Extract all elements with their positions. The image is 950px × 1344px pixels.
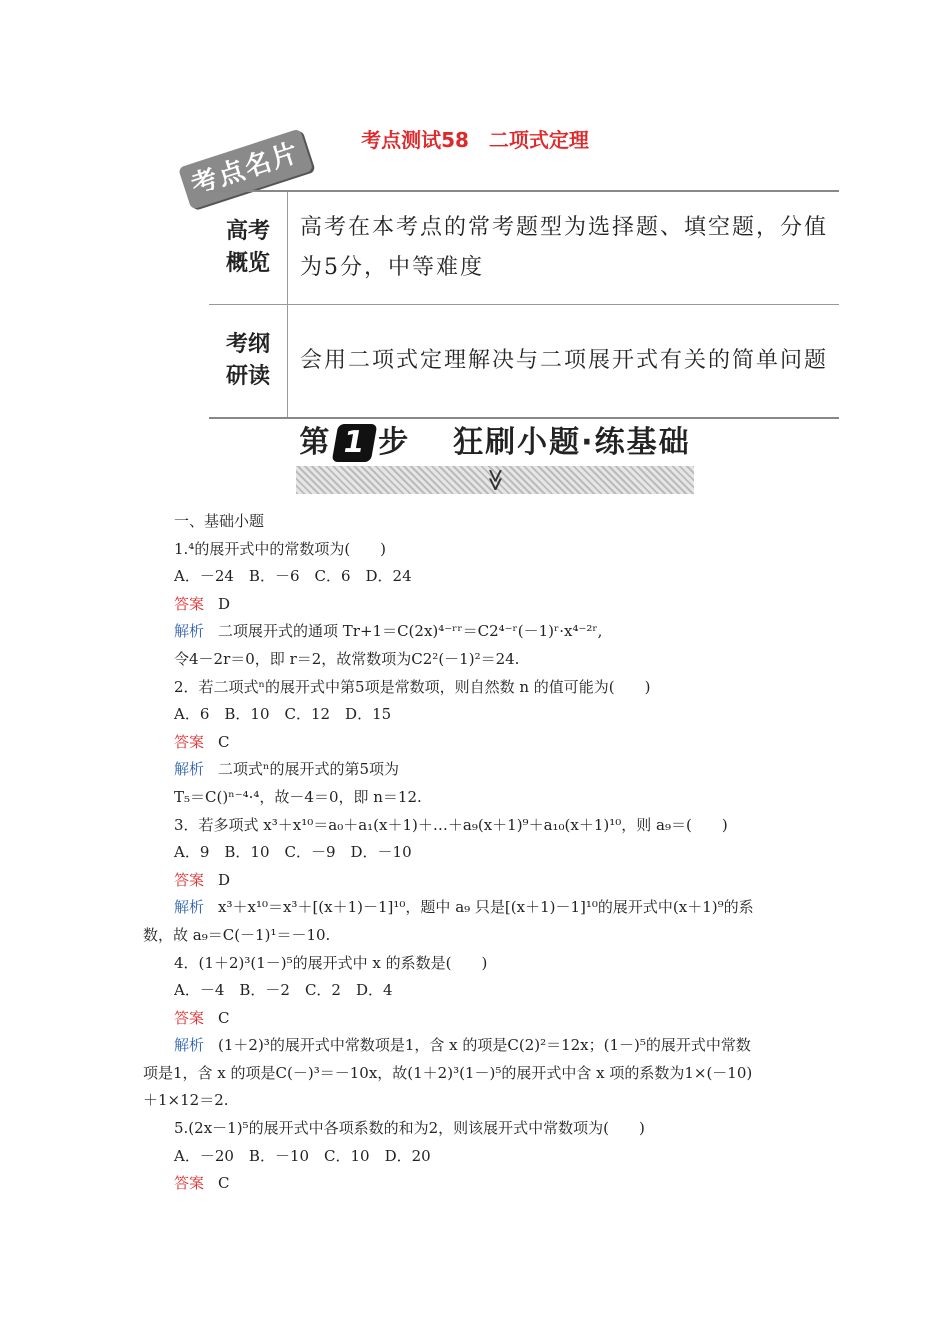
- answer-label: 答案: [174, 732, 205, 751]
- banner-bar: [296, 466, 694, 494]
- text-line: [143, 1005, 823, 1033]
- line-text: T₅＝C()ⁿ⁻⁴·⁴，故－4＝0，即 n＝12.: [174, 787, 422, 806]
- line-text: A．6 B．10 C．12 D．15: [174, 705, 392, 724]
- line-text: C: [218, 1174, 230, 1193]
- line-text: A．－20 B．－10 C．10 D．20: [174, 1146, 431, 1165]
- analysis-label: 解析: [174, 898, 205, 917]
- line-text: A．－24 B．－6 C．6 D．24: [174, 567, 412, 586]
- banner-post: 步: [378, 425, 411, 460]
- overview-head: 考纲 研读: [209, 305, 288, 419]
- text-line: [143, 756, 823, 784]
- line-text: x³＋x¹⁰＝x³＋[(x＋1)－1]¹⁰，题中 a₉ 只是[(x＋1)－1]¹⁰的展开式中(x＋1)⁹的系: [218, 898, 754, 917]
- line-text: C: [218, 1008, 230, 1027]
- line-text: 5.(2x－1)⁵的展开式中各项系数的和为2，则该展开式中常数项为( ): [174, 1119, 645, 1138]
- line-text: D: [218, 594, 231, 613]
- overview-row: [209, 305, 839, 419]
- line-text: 项是1，含 x 的项是C(－)³＝－10x，故(1＋2)³(1－)⁵的展开式中含 x 项的系数为1×(－10): [143, 1063, 753, 1082]
- line-text: 二项式ⁿ的展开式的第5项为: [218, 760, 400, 779]
- line-text: ＋1×12＝2.: [143, 1091, 229, 1110]
- text-line: [143, 839, 823, 867]
- title-prefix: 考点测试58: [361, 128, 469, 152]
- text-line: [143, 563, 823, 591]
- line-text: A．9 B．10 C．－9 D．－10: [174, 843, 412, 862]
- line-text: D: [218, 870, 231, 889]
- analysis-label: 解析: [174, 760, 205, 779]
- text-line: [143, 1115, 823, 1143]
- banner-text: 狂刷小题·练基础: [453, 425, 691, 460]
- text-line: [143, 508, 823, 536]
- line-text: 令4－2r＝0，即 r＝2，故常数项为C2²(－1)²＝24.: [174, 649, 520, 668]
- line-text: 二项展开式的通项 Tr+1＝C(2x)⁴⁻ʳʳ＝C2⁴⁻ʳ(－1)ʳ·x⁴⁻²ʳ,: [218, 622, 603, 641]
- text-line: [143, 1087, 823, 1115]
- line-text: C: [218, 732, 230, 751]
- overview-table: [209, 190, 839, 419]
- text-line: [143, 1032, 823, 1060]
- step-banner: [296, 420, 694, 500]
- line-text: 3．若多项式 x³＋x¹⁰＝a₀＋a₁(x＋1)＋…＋a₉(x＋1)⁹＋a₁₀(x＋1)¹⁰，则 a₉＝( ): [174, 815, 728, 834]
- text-line: [143, 1143, 823, 1171]
- text-line: [143, 867, 823, 895]
- line-text: A．－4 B．－2 C．2 D．4: [174, 981, 393, 1000]
- text-line: [143, 536, 823, 564]
- chevron-down-icon: ≫: [483, 468, 508, 492]
- line-text: 一、基础小题: [174, 512, 265, 530]
- text-line: [143, 784, 823, 812]
- text-line: [143, 729, 823, 757]
- line-text: 数，故 a₉＝C(－1)¹＝－10.: [143, 925, 331, 944]
- answer-label: 答案: [174, 594, 205, 613]
- analysis-label: 解析: [174, 622, 205, 641]
- line-text: 2．若二项式ⁿ的展开式中第5项是常数项，则自然数 n 的值可能为( ): [174, 677, 651, 696]
- text-line: [143, 646, 823, 674]
- answer-label: 答案: [174, 1008, 205, 1027]
- section-badge: 考点名片: [178, 128, 313, 209]
- line-text: 1.⁴的展开式中的常数项为( ): [174, 539, 387, 558]
- exercise-content: [143, 508, 823, 1198]
- text-line: [143, 701, 823, 729]
- text-line: [143, 977, 823, 1005]
- text-line: [143, 674, 823, 702]
- text-line: [143, 1170, 823, 1198]
- analysis-label: 解析: [174, 1036, 205, 1055]
- answer-label: 答案: [174, 870, 205, 889]
- answer-label: 答案: [174, 1174, 205, 1193]
- overview-head: 高考 概览: [209, 191, 288, 305]
- text-line: [143, 812, 823, 840]
- text-line: [143, 950, 823, 978]
- page-title: [0, 124, 950, 153]
- overview-body: 高考在本考点的常考题型为选择题、填空题，分值为5分，中等难度: [300, 215, 829, 280]
- overview-body: 会用二项式定理解决与二项展开式有关的简单问题: [288, 305, 840, 419]
- text-line: [143, 1060, 823, 1088]
- text-line: [143, 894, 823, 922]
- step-number: 1: [332, 424, 378, 462]
- text-line: [143, 591, 823, 619]
- title-name: 二项式定理: [488, 128, 589, 152]
- text-line: [143, 922, 823, 950]
- text-line: [143, 618, 823, 646]
- line-text: (1＋2)³的展开式中常数项是1，含 x 的项是C(2)²＝12x；(1－)⁵的展开式中常数: [218, 1036, 751, 1055]
- overview-row: [209, 191, 839, 305]
- banner-pre: 第: [299, 425, 332, 460]
- line-text: 4．(1＋2)³(1－)⁵的展开式中 x 的系数是( ): [174, 953, 488, 972]
